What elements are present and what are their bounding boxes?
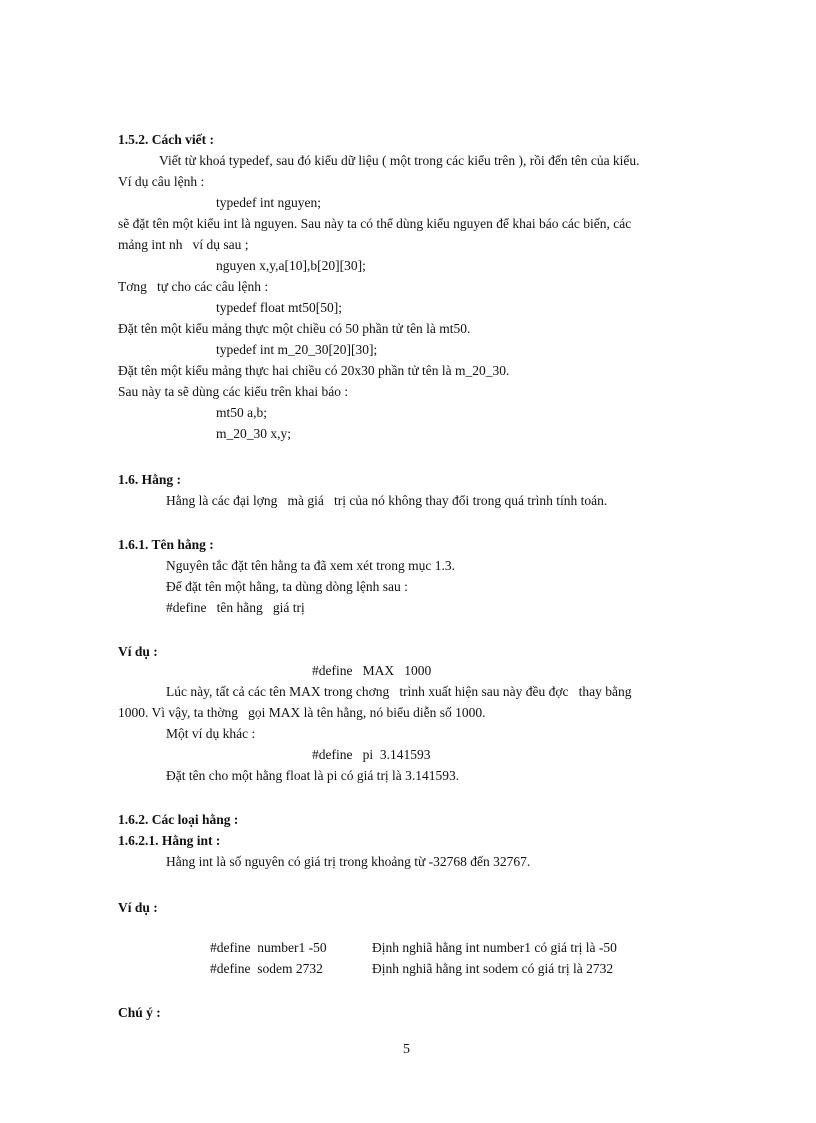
page-number: 5 bbox=[403, 1042, 410, 1057]
text-line: #define MAX 1000 bbox=[312, 663, 432, 678]
text-line: mảng int nh ví dụ sau ; bbox=[118, 237, 249, 252]
text-line: Hằng int là số nguyên có giá trị trong khoảng từ -32768 đến 32767. bbox=[166, 854, 531, 869]
text-line: Viết từ khoá typedef, sau đó kiểu dữ liệu ( một trong các kiểu trên ), rồi đến tên của kiểu. bbox=[159, 153, 640, 168]
text-line: #define number1 -50 bbox=[210, 940, 327, 955]
text-line: typedef int m_20_30[20][30]; bbox=[216, 342, 378, 357]
text-line: 1000. Vì vậy, ta thờng gọi MAX là tên hằng, nó biểu diễn số 1000. bbox=[118, 705, 486, 720]
section-heading: 1.6. Hằng : bbox=[118, 472, 182, 487]
text-line: Định nghiã hằng int number1 có giá trị là -50 bbox=[372, 940, 617, 955]
text-line: typedef int nguyen; bbox=[216, 195, 321, 210]
text-line: m_20_30 x,y; bbox=[216, 426, 292, 441]
text-line: Một ví dụ khác : bbox=[166, 726, 256, 741]
section-heading: 1.6.2. Các loại hằng : bbox=[118, 812, 239, 827]
text-line: Định nghiã hằng int sodem có giá trị là 2732 bbox=[372, 961, 614, 976]
section-heading: 1.6.2.1. Hằng int : bbox=[118, 833, 221, 848]
text-line: #define pi 3.141593 bbox=[312, 747, 431, 762]
text-line: typedef float mt50[50]; bbox=[216, 300, 342, 315]
section-heading: 1.5.2. Cách viết : bbox=[118, 132, 214, 147]
text-line: Sau này ta sẽ dùng các kiểu trên khai báo : bbox=[118, 384, 349, 399]
text-line: Đặt tên một kiểu mảng thực một chiều có 50 phần tử tên là mt50. bbox=[118, 321, 471, 336]
text-line: Để đặt tên một hằng, ta dùng dòng lệnh sau : bbox=[166, 579, 408, 594]
text-line: #define tên hằng giá trị bbox=[166, 600, 305, 615]
section-heading: Chú ý : bbox=[118, 1005, 161, 1020]
section-heading: Ví dụ : bbox=[118, 900, 158, 915]
text-line: Đặt tên một kiểu mảng thực hai chiều có 20x30 phần tử tên là m_20_30. bbox=[118, 363, 510, 378]
section-heading: Ví dụ : bbox=[118, 644, 158, 659]
section-heading: 1.6.1. Tên hằng : bbox=[118, 537, 214, 552]
text-line: Ví dụ câu lệnh : bbox=[118, 174, 205, 189]
text-line: Nguyên tắc đặt tên hằng ta đã xem xét trong mục 1.3. bbox=[166, 558, 456, 573]
text-line: Hằng là các đại lợng mà giá trị của nó không thay đổi trong quá trình tính toán. bbox=[166, 493, 608, 508]
text-line: nguyen x,y,a[10],b[20][30]; bbox=[216, 258, 366, 273]
text-line: Lúc này, tất cả các tên MAX trong chơng trình xuất hiện sau này đều đợc thay bằng bbox=[166, 684, 632, 699]
text-line: Đặt tên cho một hằng float là pi có giá trị là 3.141593. bbox=[166, 768, 460, 783]
text-line: mt50 a,b; bbox=[216, 405, 267, 420]
text-line: sẽ đặt tên một kiểu int là nguyen. Sau này ta có thể dùng kiểu nguyen để khai báo các biến, các bbox=[118, 216, 632, 231]
text-line: Tơng tự cho các câu lệnh : bbox=[118, 279, 269, 294]
text-line: #define sodem 2732 bbox=[210, 961, 323, 976]
